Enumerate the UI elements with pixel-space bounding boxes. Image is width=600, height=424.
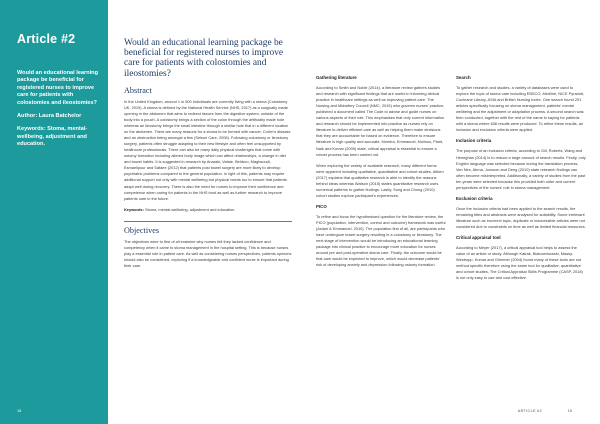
- sidebar-question: Would an educational learning package be beneficial for registered nurses to improve care for patients with colostomies and ileostomies?: [17, 70, 99, 106]
- search-heading: Search: [456, 75, 471, 80]
- appraisal-heading: Critical appraisal tool: [456, 235, 501, 241]
- pico-text: To refine and focus the hypothesised question for the literature review, the PICO (population, intervention, control and outcome) framework was useful (Aslam & Emmanuel, 2010). The population first of all, are participants who have undergone bowel surgery resulting in a colostomy or ileostomy. The next stage of intervention would be introducing an educational learning package into clinical practice to encourage more education for nurses around pre and post-operative stoma care. Finally, the outcome would be that care would be expected to improve, which would decrease patients' risk of developing anxiety and depression following ostomy formation.: [316, 213, 446, 268]
- appraisal-text: According to Meyer (2017), a critical appraisal tool helps to assess the value of an article or study. Although Katrak, Bialocerkowski, Massy-Westropp, Kumar and Grimmer (2004) found many of these tools are not method specific therefore using the same tool for qualitative, quantitative and cohort studies, The Critical Appraisal Skills Programme (CASP, 2018) is not only easy to use and cost effective.: [456, 245, 583, 281]
- inclusion-text: The purpose of an inclusion criteria, according to Gill, Roberts, Wang and Heneghan (2014) is to reduce a large amount of search results. Firstly, only English language was selected because during the translation process, Van Nes, Abma, Jonsson and Deeg (2010) state research findings can often become misinterpreted. Additionally, a variety of studies from the past ten years were selected because this provided both older and current perspectives of the nurses' role in stoma management.: [456, 148, 586, 190]
- objectives-heading: Objectives: [124, 225, 160, 235]
- exclusion-heading: Exclusion criteria: [456, 195, 493, 201]
- section-divider: [124, 221, 292, 222]
- gathering-literature-heading: Gathering literature: [316, 75, 357, 80]
- column-right: [456, 72, 586, 286]
- abstract-text: In the United Kingdom, around 1 in 500 individuals are currently living with a stoma (Colostomy UK, 2019). A stoma is defined by the National Health Service (NHS, 2017) as a surgically made opening in the abdomen that aims to redirect faeces from the digestive system, outside of the body into a pouch. A colostomy brings a section of the colon through the artificially made hole whereas an ileostomy brings the small intestine through a similar hole that in a different location on the abdomen. There are many reasons for a stoma to be formed with cancer, Crohn's disease and an obstruction being amongst a few (Selsuri Care, 2008). Following colostomy or ileostomy surgery, patients often struggle adapting to their new lifestyle and often feel unsupported by healthcare professionals. There can also be many daily physical challenges that come with ostomy formation including altered body image which can affect relationships, a change in diet and bowel habits. It is suggested in research by Anaraki, Vafaie, Behboo, Maghsoudi, Esmaeilpour and Safaee (2012) that patients post bowel surgery are more likely to develop psychiatric problems compared to the general population. In light of this, patients may require additional support not only with mental wellbeing but physical needs too to ensure that patients adapt well during recovery. There is also the need for nurses to improve their confidence and competence when caring for patients in the NHS trust as well as further research to improve patients care in the future.: [124, 98, 291, 201]
- keywords-line: [124, 207, 292, 213]
- pico-heading: PICO: [316, 203, 327, 209]
- abstract-heading: Abstract: [124, 85, 152, 95]
- page-number-right: 19: [567, 409, 572, 413]
- keywords-label: Keywords:: [124, 206, 144, 212]
- gathering-literature-para-1: According to Smith and Noble (2014), a literature review gathers studies and research with significant findings that are useful in informing clinical practice in healthcare settings as well as improving patient care. The Nursing and Midwifery Council (NMC, 2015) who governs nurses' practice, published a document called The Code to advise and guide nurses on various aspects of their role. This emphasises that only current information and research should be implemented into practice as nurses rely on literature to deliver efficient care as well as helping them make decisions that they are accountable for based on evidence. Therefore to ensure literature is high quality and accurate, Moreira, Emmanuel, Molinos, Plant, Naik and Kumar (2009) state, critical appraisal is essential to ensure a robust process has been carried out.: [316, 85, 445, 157]
- sidebar-body: [17, 70, 98, 149]
- sidebar-author: Author: Laura Batchelor: [17, 113, 82, 120]
- article-number: Article #2: [17, 32, 76, 46]
- page-number-left: 18: [17, 409, 22, 413]
- footer-label: ARTICLE #2: [517, 409, 542, 413]
- sidebar-keywords: Keywords: Stoma, mental-wellbeing, adjustment and education.: [17, 126, 88, 148]
- search-text: To gather research and studies, a variety of databases were used to explore the topic of stoma care including EBSCO, Medline, NICE Pyramid, Cochrane Library, ASIA and British Nursing Index. One search found 201 articles specifically focusing on stoma management, patients' mental wellbeing and the adjustment or adaptation process. A second search was then conducted, together with the rest of the name in saying for patients with a stoma where 636 results were produced. To refine these results, an inclusion and exclusion criteria were applied.: [456, 85, 585, 133]
- column-main: [124, 38, 292, 274]
- inclusion-heading: Inclusion criteria: [456, 138, 492, 144]
- column-middle: [316, 72, 446, 273]
- gathering-literature-para-2: When exploring the variety of available research, many different forms were apparent including qualitative, quantitative and cohort studies. Aitken (2017) explains that qualitative research is able to identify the reasons behind ideas whereas Watson (2015) states quantitative research uses numerical patterns to gather findings. Lastly, Song and Chung (2010) cohort studies explore participant's experiences.: [316, 162, 444, 198]
- sidebar: [0, 0, 108, 424]
- objectives-text: The objectives were to first of all examine why nurses felt they lacked confidence and competency when it came to stoma management in the hospital setting. This is because nurses play a essential role in patient care. As well as considering nurses perspectives, patients opinions should also be considered, exploring if a knowledgeable and confident nurse is important during their care.: [124, 238, 292, 268]
- page-title: Would an educational learning package be beneficial for registered nurses to improve care for patients with colostomies and ileostomies?: [124, 38, 284, 79]
- exclusion-text: Once the inclusion criteria had been applied to the search results, the remaining titles and abstracts were analysed for suitability. Some irrelevant literature such as incorrect topic, duplicate or inaccessible articles were not considered due to constraints on time as well as limited financial resources.: [456, 205, 586, 229]
- keywords-text: Stoma, mental-wellbeing, adjustment and education.: [144, 206, 236, 212]
